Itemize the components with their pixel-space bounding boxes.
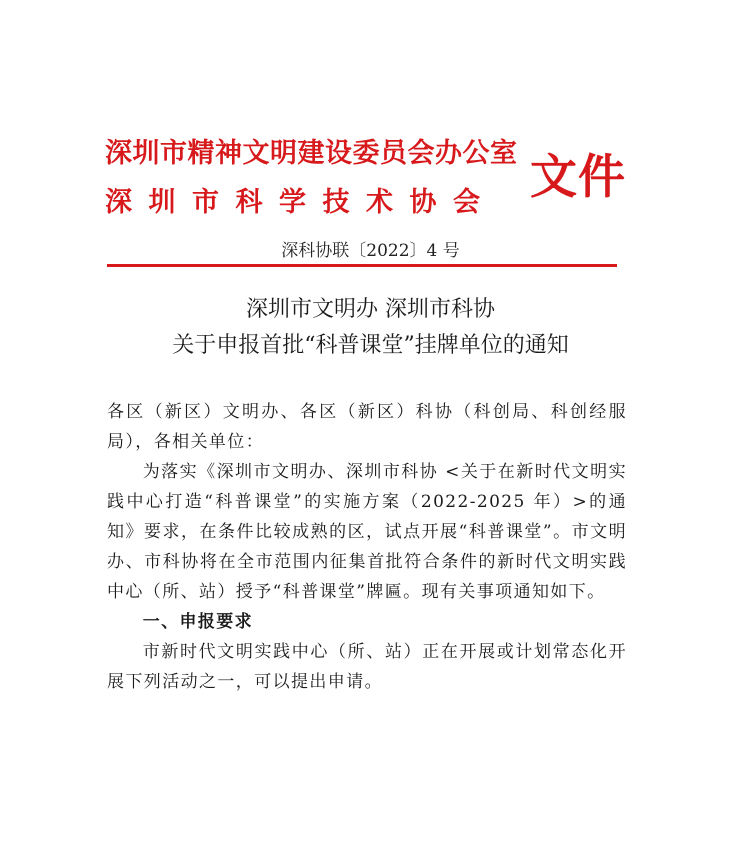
salutation: 各区（新区）文明办、各区（新区）科协（科创局、科创经服局），各相关单位： <box>107 402 627 452</box>
red-divider-line <box>107 264 617 267</box>
section-heading-1: 一、申报要求 <box>142 612 254 632</box>
paragraph-2: 市新时代文明实践中心（所、站）正在开展或计划常态化开展下列活动之一，可以提出申请。 <box>107 642 627 692</box>
issuer-line-1: 深圳市精神文明建设委员会办公室 <box>105 138 518 169</box>
issuer-line-2: 深圳市科学技术协会 <box>105 187 497 218</box>
file-mark: 文件 <box>530 150 626 205</box>
document-title-line-1: 深圳市文明办 深圳市科协 <box>246 297 495 322</box>
document-title-line-2: 关于申报首批“科普课堂”挂牌单位的通知 <box>172 333 569 358</box>
paragraph-1: 为落实《深圳市文明办、深圳市科协 <关于在新时代文明实践中心打造“科普课堂”的实施方案（2022-2025 年）>的通知》要求，在条件比较成熟的区，试点开展“科普课堂”。市文明办、市科协将在全市范围内征集首批符合条件的新时代文明实践中心（所、站）授予“科普课堂”牌匾。现有关事项通知如下。 <box>107 462 627 602</box>
document-number: 深科协联〔2022〕4 号 <box>281 241 460 261</box>
document-body <box>107 397 627 697</box>
